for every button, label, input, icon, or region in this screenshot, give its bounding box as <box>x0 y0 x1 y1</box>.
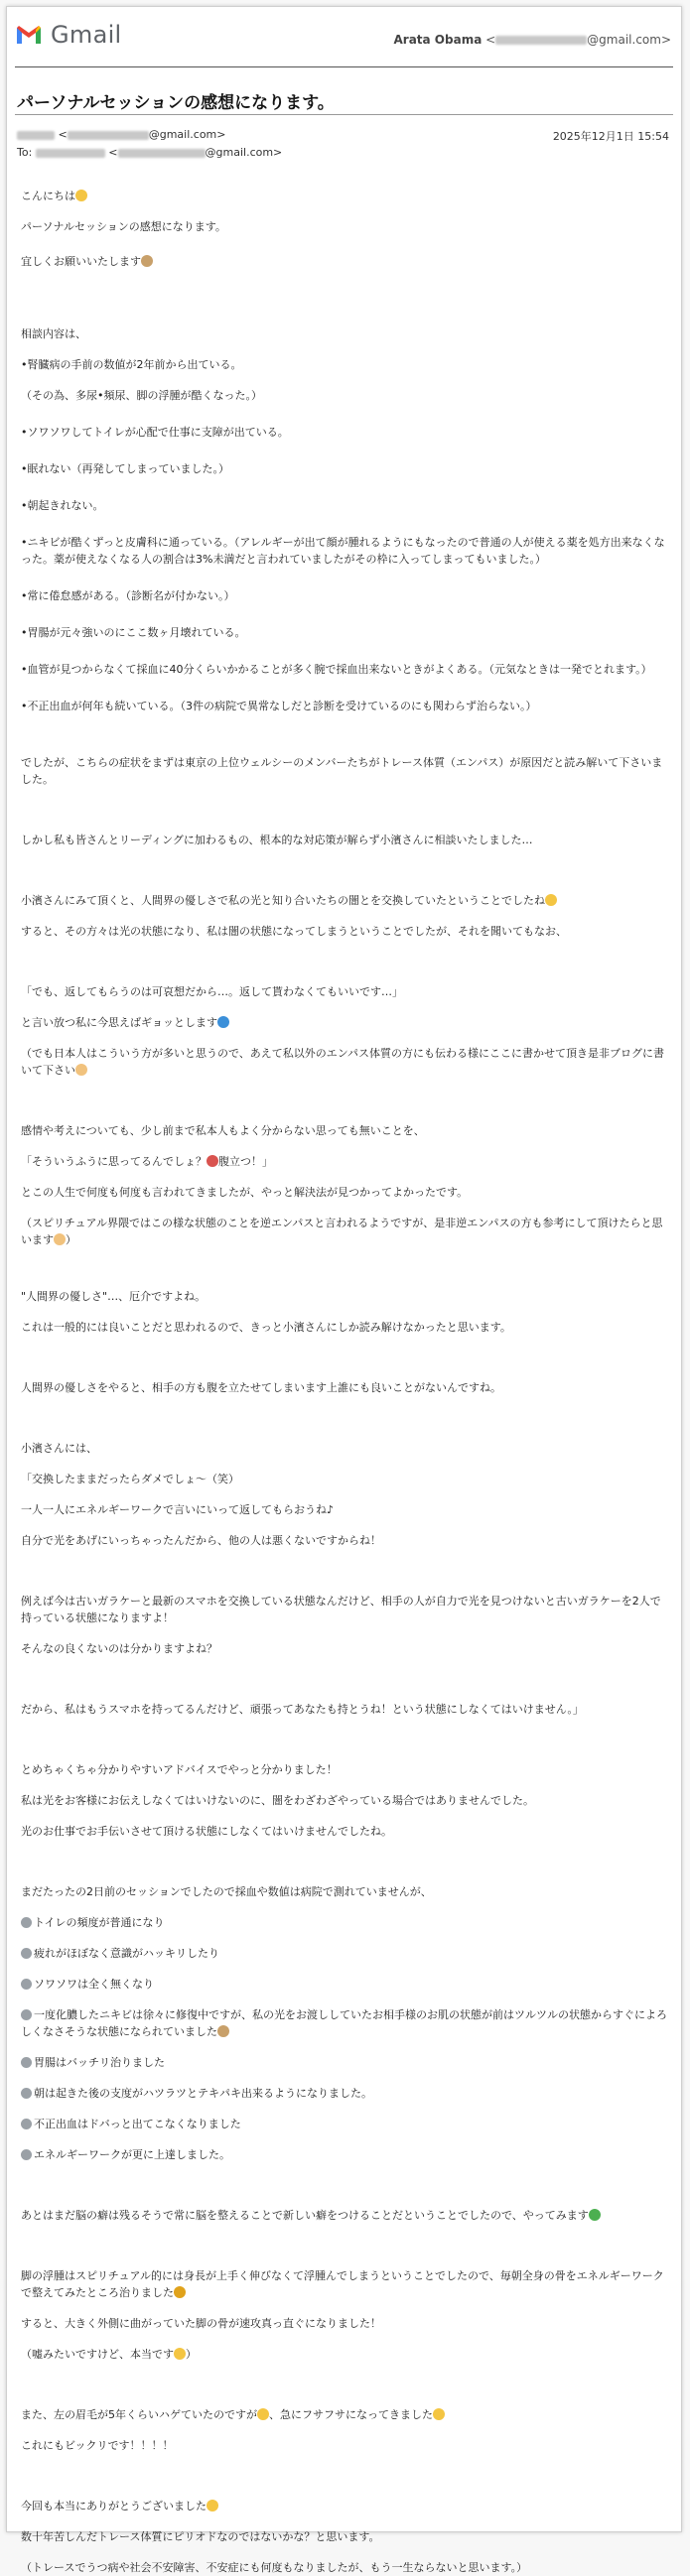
paragraph-text: すると、大きく外側に曲がっていた脚の骨が速攻真っ直ぐになりました！ <box>21 2317 381 2330</box>
paragraph-text: 疲れがほぼなく意識がハッキリしたり <box>34 1947 219 1960</box>
paragraph-text: 相談内容は、 <box>21 327 86 340</box>
body-paragraph <box>21 698 668 714</box>
bullet-icon <box>21 1917 32 1928</box>
body-paragraph <box>21 188 668 204</box>
paragraph-text: •朝起きれない。 <box>21 499 104 512</box>
laugh-emoji-icon <box>257 2408 269 2420</box>
paragraph-text: 例えば今は古いガラケーと最新のスマホを交換している状態なんだけど、相手の人が自力で光を見つけないと古いガラケーを2人で持っている状態になりますよ！ <box>21 1595 661 1624</box>
paragraph-text: だから、私はもうスマホを持ってるんだけど、頑張ってあなたも持とうね！という状態にしなくてはいけません。」 <box>21 1703 584 1716</box>
body-paragraph <box>21 497 668 514</box>
anger-emoji-icon <box>207 1155 218 1167</box>
paragraph-text: （スピリチュアル界隈ではこの様な状態のことを逆エンパスと言われるようですが、是非逆エンパスの方も参考にして頂けたらと思います <box>21 1217 663 1246</box>
account-info: Arata Obama < @gmail.com> <box>393 33 671 47</box>
body-paragraph <box>21 460 668 477</box>
paragraph-text: でしたが、こちらの症状をまずは東京の上位ウェルシーのメンバーたちがトレース体質（エンパス）が原因だと読み解いて下さいました。 <box>21 756 663 786</box>
email-subject: パーソナルセッションの感想になります。 <box>17 93 335 113</box>
recipient-email-suffix: @gmail.com> <box>205 146 283 159</box>
body-paragraph <box>21 1701 668 1718</box>
bullet-icon <box>21 2057 32 2068</box>
paragraph-text: パーソナルセッションの感想になります。 <box>21 220 226 233</box>
smile-emoji-icon <box>75 190 87 201</box>
paragraph-text: •不正出血が何年も続いている。（3件の病院で異常なしだと診断を受けているのにも関わらず治らない。） <box>21 700 537 712</box>
email-print-view <box>6 6 682 2574</box>
body-paragraph <box>21 1288 668 1305</box>
clover-emoji-icon <box>589 2209 601 2221</box>
paragraph-text: すると、その方々は光の状態になり、私は闇の状態になってしまうということでしたが、それを聞いてもなお、 <box>21 925 567 938</box>
paragraph-text: （その為、多尿•頻尿、脚の浮腫が酷くなった。） <box>21 389 262 402</box>
paragraph-text: これは一般的には良いことだと思われるので、きっと小濱さんにしか読み解けなかったと思います。 <box>21 1321 511 1334</box>
recipient-email-redacted <box>118 149 206 158</box>
body-paragraph <box>21 2146 668 2163</box>
body-paragraph <box>21 1501 668 1518</box>
subject-divider <box>15 114 673 115</box>
paragraph-text: 「そういうふうに思ってるんでしょ？ <box>21 1155 207 1168</box>
bow-emoji-icon <box>217 2025 229 2037</box>
paragraph-text: 小濱さんには、 <box>21 1442 97 1455</box>
paragraph-text: しかし私も皆さんとリーディングに加わるもの、根本的な対応策が解らず小濱さんに相談いたしました… <box>21 834 533 846</box>
body-paragraph <box>21 424 668 441</box>
paragraph-text: •ニキビが酷くずっと皮膚科に通っている。（アレルギーが出て顔が腫れるようにもなったので普通の人が使える薬を処方出来なくなった。薬が使えなくなる人の割合は3%未満だと言われていましたがその枠に入ってしまってもいました。） <box>21 536 665 566</box>
paragraph-tail-text: 腹立つ！」 <box>218 1155 273 1168</box>
paragraph-text: そんなの良くないのは分かりますよね？ <box>21 1642 217 1655</box>
body-paragraph <box>21 2054 668 2071</box>
smile-emoji-icon <box>433 2408 445 2420</box>
paragraph-text: （嘘みたいですけど、本当です <box>21 2348 174 2361</box>
paragraph-text: 脚の浮腫はスピリチュアル的には身長が上手く伸びなくて浮腫んでしまうということでしたので、毎朝全身の骨をエネルギーワークで整えてみたところ治りました <box>21 2269 664 2299</box>
body-paragraph <box>21 1792 668 1809</box>
body-paragraph <box>21 325 668 342</box>
paragraph-text: 私は光をお客様にお伝えしなくてはいけないのに、闇をわざわざやっている場合ではありませんでした。 <box>21 1794 534 1807</box>
body-paragraph <box>21 218 668 235</box>
body-paragraph <box>21 1883 668 1900</box>
paragraph-text: •血管が見つからなくて採血に40分くらいかかることが多く腕で採血出来ないときがよくある。（元気なときは一発でとれます。） <box>21 663 652 676</box>
paragraph-text: エネルギーワークが更に上達しました。 <box>34 2148 230 2161</box>
body-paragraph <box>21 1593 668 1626</box>
paragraph-text: 感情や考えについても、少し前まで私本人もよく分からない思っても無いことを、 <box>21 1124 425 1137</box>
body-paragraph <box>21 1440 668 1457</box>
account-name: Arata Obama <box>393 33 483 47</box>
email-body <box>21 188 668 2576</box>
paragraph-text: •胃腸が元々強いのにここ数ヶ月壊れている。 <box>21 626 246 639</box>
fish-emoji-icon <box>217 1016 229 1028</box>
paragraph-text: こんにちは <box>21 190 75 202</box>
body-paragraph <box>21 923 668 940</box>
paragraph-text: まだたったの2日前のセッションでしたので採血や数値は病院で測れていませんが、 <box>21 1885 432 1898</box>
body-paragraph <box>21 1184 668 1201</box>
app-name: Gmail <box>51 21 122 49</box>
paragraph-text: あとはまだ脳の癖は残るそうで常に脳を整えることで新しい癖をつけることだということでしたので、やってみます <box>21 2209 589 2222</box>
body-paragraph <box>21 1319 668 1336</box>
body-paragraph <box>21 2346 668 2363</box>
bullet-icon <box>21 2119 32 2129</box>
body-paragraph <box>21 624 668 641</box>
body-paragraph <box>21 2437 668 2454</box>
paragraph-text: これにもビックリです！！！！ <box>21 2439 174 2452</box>
body-paragraph <box>21 1045 668 1079</box>
body-paragraph <box>21 754 668 788</box>
body-paragraph <box>21 1122 668 1139</box>
pray-emoji-icon <box>75 1064 87 1076</box>
header <box>7 7 681 66</box>
body-paragraph <box>21 2085 668 2102</box>
paragraph-text: •腎臓病の手前の数値が2年前から出ている。 <box>21 358 242 371</box>
recipient-line: To: < @gmail.com> <box>17 146 283 159</box>
body-paragraph <box>21 2116 668 2132</box>
paragraph-text: •眠れない（再発してしまっていました。） <box>21 462 229 475</box>
paragraph-text: 胃腸はバッチリ治りました <box>34 2056 165 2069</box>
paragraph-text: 不正出血はドバっと出てこなくなりました <box>34 2118 241 2130</box>
paragraph-text: 小濱さんにみて頂くと、人間界の優しさで私の光と知り合いたちの闇とを交換していたということでしたね <box>21 894 545 907</box>
paragraph-text: •常に倦怠感がある。（診断名が付かない。） <box>21 589 235 602</box>
paragraph-text: とめちゃくちゃ分かりやすいアドバイスでやっと分かりました！ <box>21 1763 338 1776</box>
gmail-logo <box>15 21 122 49</box>
account-email-suffix: @gmail.com> <box>587 33 671 47</box>
bullet-icon <box>21 2149 32 2160</box>
smile-emoji-icon <box>545 894 557 906</box>
body-paragraph <box>21 892 668 909</box>
paragraph-text: と言い放つ私に今思えばギョッとします <box>21 1016 217 1029</box>
body-paragraph <box>21 2498 668 2514</box>
paragraph-text: •ソワソワしてトイレが心配で仕事に支障が出ている。 <box>21 426 289 439</box>
body-paragraph <box>21 983 668 1000</box>
bullet-icon <box>21 2009 32 2020</box>
paragraph-text: トイレの頻度が普通になり <box>34 1916 165 1929</box>
body-paragraph <box>21 832 668 848</box>
paragraph-text: 人間界の優しさをやると、相手の方も腹を立たせてしまいます上誰にも良いことがないんですね。 <box>21 1381 501 1394</box>
body-paragraph <box>21 1976 668 1993</box>
body-paragraph <box>21 587 668 604</box>
body-paragraph <box>21 387 668 404</box>
bullet-icon <box>21 2088 32 2099</box>
bullet-icon <box>21 1979 32 1990</box>
body-paragraph <box>21 1945 668 1962</box>
body-paragraph <box>21 1532 668 1549</box>
body-paragraph <box>21 1761 668 1778</box>
paragraph-text: （でも日本人はこういう方が多いと思うので、あえて私以外のエンパス体質の方にも伝わる様にここに書かせて頂き是非ブログに書いて下さい <box>21 1047 665 1077</box>
paragraph-text: 朝は起きた後の支度がハツラツとテキパキ出来るようになりました。 <box>34 2087 372 2100</box>
body-paragraph <box>21 1823 668 1840</box>
body-paragraph <box>21 661 668 678</box>
paragraph-tail-text: 、急にフサフサになってきました <box>269 2408 433 2421</box>
paragraph-text: 宜しくお願いいたします <box>21 255 141 268</box>
body-paragraph <box>21 1014 668 1031</box>
pray-emoji-icon <box>54 1233 66 1245</box>
paragraph-text: （トレースでうつ病や社会不安障害、不安症にも何度もなりましたが、もう一生ならないと思います。） <box>21 2561 528 2574</box>
laugh-emoji-icon <box>174 2348 186 2360</box>
bullet-icon <box>21 1948 32 1959</box>
paragraph-text: ソワソワは全く無くなり <box>34 1978 154 1991</box>
body-paragraph <box>21 356 668 373</box>
paragraph-text: "人間界の優しさ"…、厄介ですよね。 <box>21 1290 207 1303</box>
bird-emoji-icon <box>174 2286 186 2298</box>
sender-email-suffix: @gmail.com> <box>148 128 226 141</box>
body-paragraph <box>21 534 668 568</box>
body-paragraph <box>21 2315 668 2332</box>
body-paragraph <box>21 1153 668 1170</box>
paragraph-text: また、左の眉毛が5年くらいハゲていたのですが <box>21 2408 257 2421</box>
body-paragraph <box>21 1640 668 1657</box>
body-paragraph <box>21 1471 668 1487</box>
gmail-logo-icon <box>15 24 43 46</box>
paragraph-tail-text: ） <box>186 2348 197 2361</box>
paragraph-text: 「交換したままだったらダメでしょ〜（笑） <box>21 1473 239 1485</box>
body-paragraph <box>21 2267 668 2301</box>
paragraph-text: 一人一人にエネルギーワークで言いにいって返してもらおうね♪ <box>21 1503 335 1516</box>
paragraph-tail-text: ） <box>66 1233 76 1246</box>
account-email-redacted <box>495 36 587 45</box>
paragraph-text: とこの人生で何度も何度も言われてきましたが、やっと解決法が見つかってよかったです。 <box>21 1186 469 1199</box>
paragraph-text: 光のお仕事でお手伝いさせて頂ける状態にしなくてはいけませんでしたね。 <box>21 1825 392 1838</box>
body-paragraph <box>21 1914 668 1931</box>
recipient-name-redacted <box>36 149 105 158</box>
body-paragraph <box>21 2406 668 2423</box>
body-paragraph <box>21 2006 668 2040</box>
email-date: 2025年12月1日 15:54 <box>552 130 669 143</box>
paragraph-text: 「でも、返してもらうのは可哀想だから…。返して貰わなくてもいいです…」 <box>21 985 403 998</box>
header-divider <box>15 66 673 67</box>
paragraph-text: 数十年苦しんだトレース体質にピリオドなのではないかな？と思います。 <box>21 2530 380 2543</box>
paragraph-text: 自分で光をあげにいっちゃったんだから、他の人は悪くないですからね！ <box>21 1534 381 1547</box>
body-paragraph <box>21 2528 668 2545</box>
body-paragraph <box>21 2559 668 2576</box>
cry-emoji-icon <box>207 2500 218 2512</box>
to-label: To: <box>17 146 33 159</box>
sender-email-redacted <box>68 131 149 140</box>
body-paragraph <box>21 2207 668 2224</box>
paragraph-text: 一度化膿したニキビは徐々に修復中ですが、私の光をお渡ししていたお相手様のお肌の状態が前はツルツルの状態からすぐによろしくなさそうな状態になられていました <box>21 2008 667 2038</box>
body-paragraph <box>21 253 668 270</box>
body-paragraph <box>21 1215 668 1248</box>
body-paragraph <box>21 1379 668 1396</box>
paragraph-text: 今回も本当にありがとうございました <box>21 2500 207 2512</box>
sender-line: < @gmail.com> <box>17 128 225 141</box>
sender-name-redacted <box>17 131 55 140</box>
bow-emoji-icon <box>141 255 153 267</box>
